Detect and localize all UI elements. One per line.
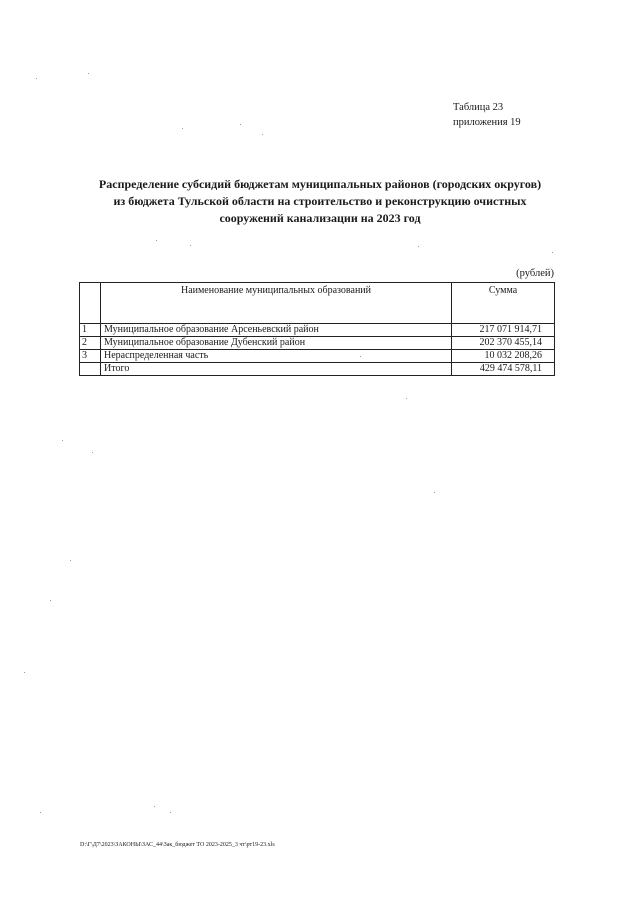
column-header-number: [80, 283, 101, 324]
scan-speck: [240, 124, 241, 125]
scan-speck: [50, 600, 51, 601]
column-header-sum: Сумма: [452, 283, 555, 324]
row-sum: 202 370 455,14: [452, 337, 555, 350]
scan-speck: [24, 672, 25, 673]
scan-speck: [62, 440, 63, 441]
document-title: [70, 176, 570, 227]
file-path-footer: D:\Г\Д7\2023\ЗАКОНЫ\ЗАС_44\Зак_бюджет ТО 2023-2025_3 чт\рт19-23.xls: [80, 842, 275, 848]
table-row: [80, 324, 555, 337]
units-label: (рублей): [516, 268, 554, 279]
row-number: 3: [80, 350, 101, 363]
appendix-label: приложения 19: [453, 117, 521, 128]
total-name: Итого: [101, 363, 452, 376]
scan-speck: [406, 398, 407, 399]
scan-speck: [36, 78, 37, 79]
title-line-1: Распределение субсидий бюджетам муниципальных районов (городских округов): [98, 177, 542, 191]
title-line-3: сооружений канализации на 2023 год: [219, 211, 421, 225]
row-sum: 10 032 208,26: [452, 350, 555, 363]
row-name: Нераспределенная часть: [101, 350, 452, 363]
total-number: [80, 363, 101, 376]
scan-speck: [154, 806, 155, 807]
title-line-2: из бюджета Тульской области на строительство и реконструкцию очистных: [113, 194, 527, 208]
table-header-row: [80, 283, 555, 324]
row-name: Муниципальное образование Дубенский район: [101, 337, 452, 350]
scan-speck: [170, 812, 171, 813]
scan-speck: [70, 560, 71, 561]
scan-speck: [418, 246, 419, 247]
table-row: [80, 337, 555, 350]
scan-speck: [262, 134, 263, 135]
scan-speck: [88, 73, 89, 74]
scan-speck: [40, 812, 41, 813]
scan-speck: [156, 240, 157, 241]
row-number: 1: [80, 324, 101, 337]
total-sum: 429 474 578,11: [452, 363, 555, 376]
table-number-label: Таблица 23: [453, 102, 504, 113]
scan-speck: [360, 356, 361, 357]
table-total-row: [80, 363, 555, 376]
scan-speck: [434, 492, 435, 493]
scan-speck: [92, 452, 93, 453]
row-number: 2: [80, 337, 101, 350]
scan-speck: [182, 128, 183, 129]
subsidy-distribution-table: [79, 282, 555, 376]
scan-speck: [190, 245, 191, 246]
table-reference: [453, 100, 521, 130]
column-header-name: Наименование муниципальных образований: [101, 283, 452, 324]
row-sum: 217 071 914,71: [452, 324, 555, 337]
scan-speck: [552, 252, 553, 253]
table-row: [80, 350, 555, 363]
row-name: Муниципальное образование Арсеньевский район: [101, 324, 452, 337]
